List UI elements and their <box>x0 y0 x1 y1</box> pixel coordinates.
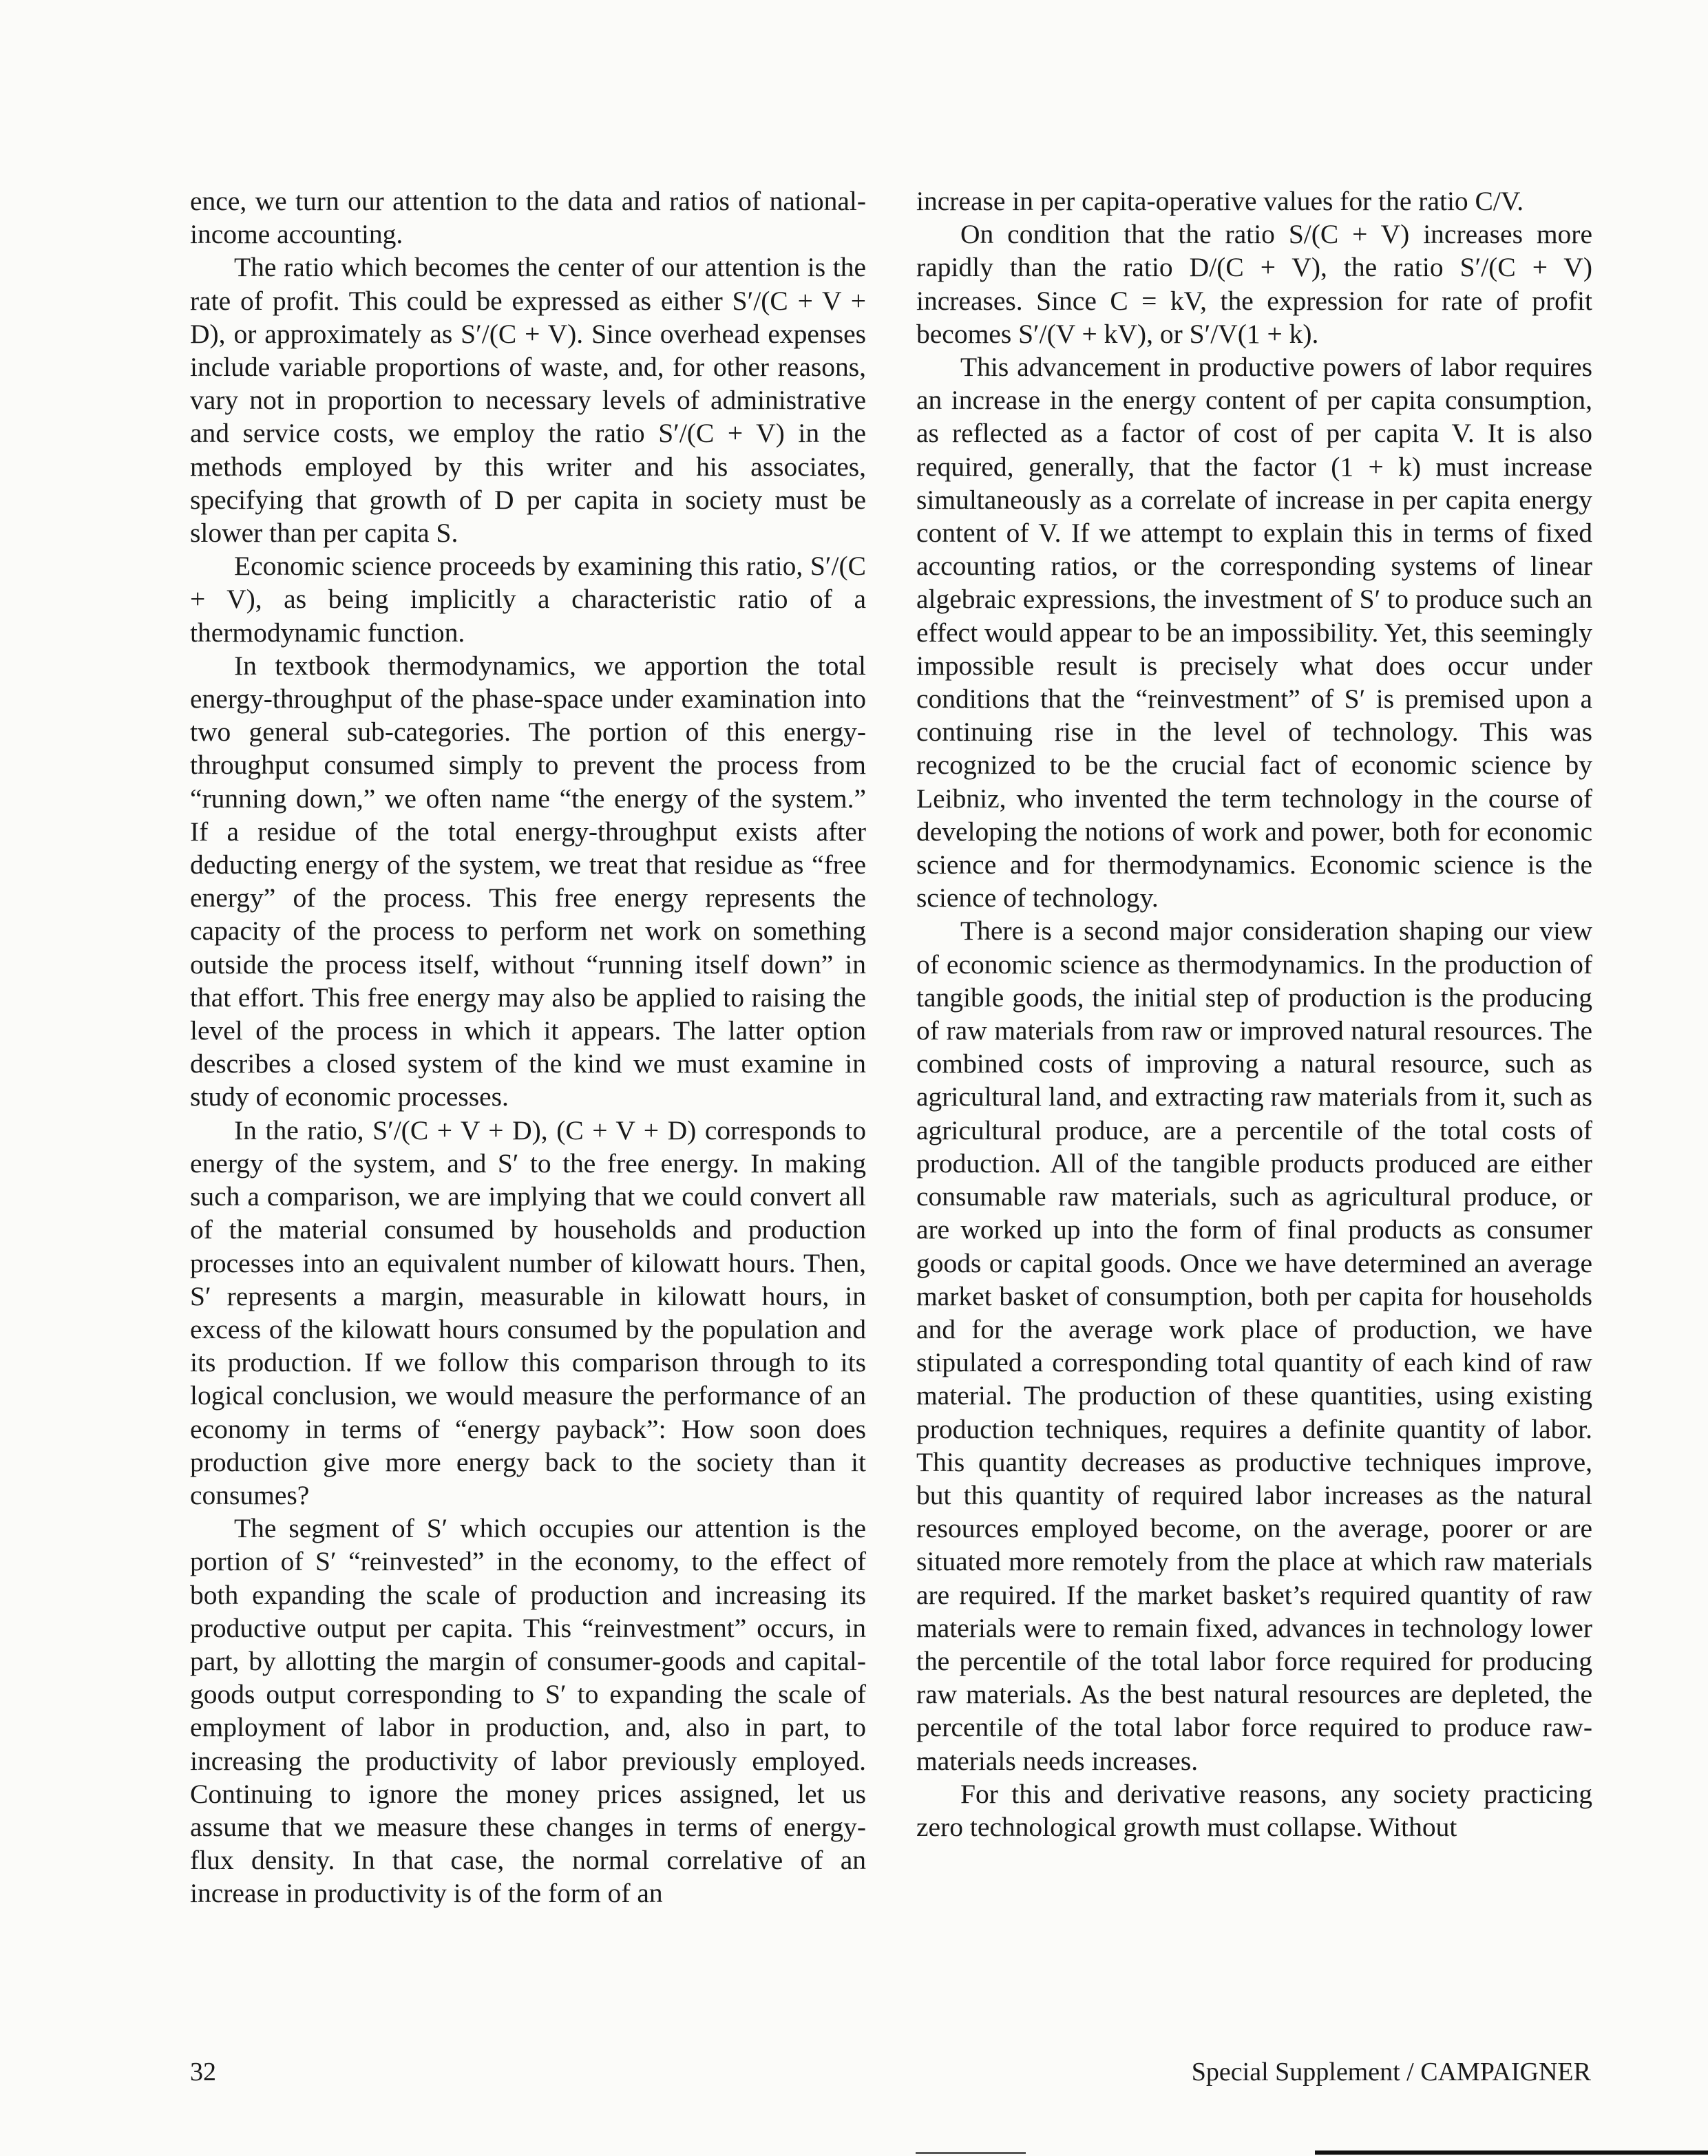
paragraph: On condition that the ratio S/(C + V) increases more rapidly than the ratio D/(C + V), the ratio S′/(C + V) increases. Since C = kV, the expression for rate of profit becomes S′/(V + kV), or S′/V(1 + k). <box>916 219 1592 349</box>
paragraph: ence, we turn our attention to the data and ratios of national-income accounting. <box>190 186 866 250</box>
paragraph: In textbook thermodynamics, we apportion the total energy-throughput of the phase-space under examination into two general sub-categories. The portion of this energy-throughput consumed simply to prevent the process from “running down,” we often name “the energy of the system.” If a residue of the total energy-throughput exists after deducting energy of the system, we treat that residue as “free energy” of the process. This free energy represents the capacity of the process to perform net work on something outside the process itself, without “running itself down” in that effort. This free energy may also be applied to raising the level of the process in which it appears. The latter option describes a closed system of the kind we must examine in study of economic processes. <box>190 650 866 1112</box>
scan-edge-mark <box>916 2152 1026 2154</box>
paragraph: Economic science proceeds by examining this ratio, S′/(C + V), as being implicitly a characteristic ratio of a thermodynamic function. <box>190 551 866 648</box>
paragraph: The ratio which becomes the center of our attention is the rate of profit. This could be expressed as either S′/(C + V + D), or approximately as S′/(C + V). Since overhead expenses include variable proportions of waste, and, for other reasons, vary not in proportion to necessary levels of administrative and service costs, we employ the ratio S′/(C + V) in the methods employed by this writer and his associates, specifying that growth of D per capita in society must be slower than per capita S. <box>190 252 866 549</box>
paragraph: The segment of S′ which occupies our attention is the portion of S′ “reinvested” in the economy, to the effect of both expanding the scale of production and increasing its productive output per capita. This “reinvestment” occurs, in part, by allotting the margin of consumer-goods and capital-goods output corresponding to S′ to expanding the scale of employment of labor in production, and, also in part, to increasing the productivity of labor previously employed. Continuing to ignore the money prices assigned, let us assume that we measure these changes in terms of energy-flux density. In that case, the normal correlative of an increase in productivity is of the form of an <box>190 1513 866 1909</box>
paragraph: There is a second major consideration shaping our view of economic science as thermodynamics. In the production of tangible goods, the initial step of production is the producing of raw materials from raw or improved natural resources. The combined costs of improving a natural resource, such as agricultural land, and extracting raw materials from it, such as agricultural produce, are a percentile of the total costs of production. All of the tangible products produced are either consumable raw materials, such as agricultural produce, or are worked up into the form of final products as consumer goods or capital goods. Once we have determined an average market basket of consumption, both per capita for households and for the average work place of production, we have stipulated a corresponding total quantity of each kind of raw material. The production of these quantities, using existing production techniques, requires a definite quantity of labor. This quantity decreases as productive techniques improve, but this quantity of required labor increases as the natural resources employed become, on the average, poorer or are situated more remotely from the place at which raw materials are required. If the market basket’s required quantity of raw materials were to remain fixed, advances in technology lower the percentile of the total labor force required for producing raw materials. As the best natural resources are depleted, the percentile of the total labor force required to produce raw-materials needs increases. <box>916 916 1592 1776</box>
right-text-column <box>916 184 1592 1843</box>
paragraph: For this and derivative reasons, any society practicing zero technological growth must collapse. Without <box>916 1778 1592 1842</box>
page-number: 32 <box>190 2058 216 2086</box>
paragraph: This advancement in productive powers of labor requires an increase in the energy content of per capita consumption, as reflected as a factor of cost of per capita V. It is also required, generally, that the factor (1 + k) must increase simultaneously as a correlate of increase in per capita energy content of V. If we attempt to explain this in terms of fixed accounting ratios, or the corresponding systems of linear algebraic expressions, the investment of S′ to produce such an effect would appear to be an impossibility. Yet, this seemingly impossible result is precisely what does occur under conditions that the “reinvestment” of S′ is premised upon a continuing rise in the level of technology. This was recognized to be the crucial fact of economic science by Leibniz, who invented the term technology in the course of developing the notions of work and power, both for economic science and for thermodynamics. Economic science is the science of technology. <box>916 352 1592 913</box>
paragraph: increase in per capita-operative values for the ratio C/V. <box>916 186 1524 216</box>
paragraph: In the ratio, S′/(C + V + D), (C + V + D) corresponds to energy of the system, and S′ to the free energy. In making such a comparison, we are implying that we could convert all of the material consumed by households and production processes into an equivalent number of kilowatt hours. Then, S′ represents a margin, measurable in kilowatt hours, in excess of the kilowatt hours consumed by the population and its production. If we follow this comparison through to its logical conclusion, we would measure the performance of an economy in terms of “energy payback”: How soon does production give more energy back to the society than it consumes? <box>190 1114 866 1510</box>
running-footer: Special Supplement / CAMPAIGNER <box>1191 2058 1591 2086</box>
scan-edge-rule <box>1315 2150 1708 2155</box>
left-text-column <box>190 184 866 1910</box>
